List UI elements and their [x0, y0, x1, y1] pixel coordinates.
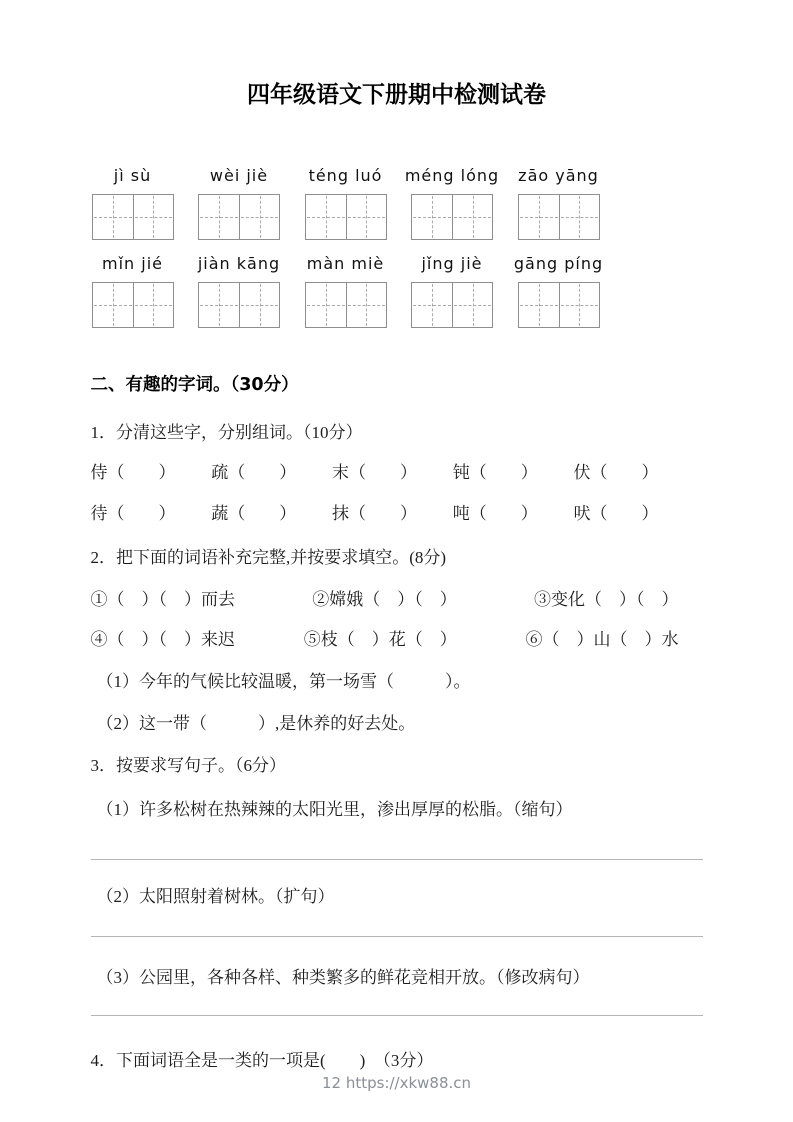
writing-grid — [198, 194, 280, 240]
q2-fill-blank-1: （1）今年的气候比较温暖，第一场雪（ ）。 — [96, 672, 471, 691]
pinyin-label: wèi jiè — [209, 166, 269, 185]
dictation-item — [304, 166, 388, 240]
q3-sub-question-1: （1）许多松树在热辣辣的太阳光里，渗出厚厚的松脂。（缩句） — [96, 800, 573, 819]
phrase-blank: ⑥（ ）山（ ）水 — [525, 630, 679, 649]
writing-grid — [92, 194, 174, 240]
q2-fill-blank-2: （2）这一带（ ）,是休养的好去处。 — [96, 714, 416, 733]
pinyin-label: téng luó — [308, 166, 383, 185]
q3-sub-question-2: （2）太阳照射着树林。（扩句） — [96, 887, 335, 906]
page-footer — [0, 1074, 793, 1092]
footer-link[interactable]: 12 https://xkw88.cn — [321, 1074, 472, 1092]
grid-cell — [93, 195, 133, 239]
question-4-label: 4．下面词语全是一类的一项是( ) （3分） — [90, 1051, 434, 1070]
writing-grid — [305, 282, 387, 328]
grid-cell — [133, 283, 173, 327]
writing-grid — [305, 194, 387, 240]
grid-cell — [519, 283, 559, 327]
pinyin-label: gāng píng — [513, 254, 604, 273]
pinyin-label: méng lóng — [404, 166, 500, 185]
pinyin-label: màn miè — [306, 254, 385, 273]
grid-cell — [93, 283, 133, 327]
phrase-blank: ④（ ）（ ）来迟 — [90, 630, 235, 649]
word-blank: 疏（ ） — [211, 463, 297, 482]
dictation-item — [197, 254, 281, 328]
q1-word-row-2 — [91, 503, 659, 525]
dictation-item — [513, 254, 604, 328]
pinyin-label: jǐng jiè — [421, 254, 483, 273]
writing-grid — [518, 194, 600, 240]
word-blank: 末（ ） — [332, 463, 417, 482]
phrase-blank: ①（ ）（ ）而去 — [90, 590, 235, 609]
grid-cell — [559, 195, 599, 239]
word-blank: 抹（ ） — [332, 504, 417, 523]
dictation-item — [404, 166, 500, 240]
page-content — [91, 166, 703, 1072]
word-blank: 侍（ ） — [90, 463, 176, 482]
grid-cell — [133, 195, 173, 239]
answer-line — [91, 1015, 703, 1016]
grid-cell — [519, 195, 559, 239]
word-blank: 蔬（ ） — [211, 504, 297, 523]
grid-cell — [199, 195, 239, 239]
grid-cell — [452, 283, 492, 327]
phrase-blank: ⑤枝（ ）花（ ） — [303, 630, 457, 649]
dictation-row-2 — [91, 254, 604, 328]
dictation-item — [517, 166, 601, 240]
writing-grid — [411, 282, 493, 328]
dictation-item — [91, 166, 175, 240]
dictation-item — [197, 166, 281, 240]
writing-grid — [518, 282, 600, 328]
grid-cell — [239, 283, 279, 327]
question-1-label: 1．分清这些字，分别组词。（10分） — [90, 423, 363, 442]
phrase-blank: ③变化（ ）（ ） — [534, 590, 679, 609]
q2-phrase-row-1 — [91, 589, 679, 611]
grid-cell — [346, 195, 386, 239]
word-blank: 吨（ ） — [452, 504, 538, 523]
dictation-row-1 — [91, 166, 601, 240]
writing-grid — [411, 194, 493, 240]
grid-cell — [239, 195, 279, 239]
writing-grid — [92, 282, 174, 328]
q2-phrase-row-2 — [91, 629, 679, 651]
question-2-label: 2．把下面的词语补充完整,并按要求填空。(8分) — [90, 548, 447, 567]
grid-cell — [559, 283, 599, 327]
pinyin-label: jì sù — [113, 166, 152, 185]
pinyin-label: zāo yāng — [518, 166, 599, 185]
grid-cell — [412, 283, 452, 327]
q3-sub-question-3: （3）公园里，各种各样、种类繁多的鲜花竞相开放。（修改病句） — [96, 968, 590, 987]
pinyin-label: mǐn jié — [102, 254, 163, 273]
word-blank: 钝（ ） — [452, 463, 538, 482]
dictation-item — [410, 254, 494, 328]
grid-cell — [306, 195, 346, 239]
grid-cell — [199, 283, 239, 327]
grid-cell — [306, 283, 346, 327]
word-blank: 伏（ ） — [573, 463, 659, 482]
grid-cell — [346, 283, 386, 327]
phrase-blank: ②嫦娥（ ）（ ） — [312, 590, 457, 609]
grid-cell — [452, 195, 492, 239]
writing-grid — [198, 282, 280, 328]
word-blank: 吠（ ） — [573, 504, 659, 523]
section-2-heading: 二、有趣的字词。（30分） — [90, 375, 299, 395]
dictation-section — [91, 166, 604, 328]
q1-word-row-1 — [91, 462, 659, 484]
page-title: 四年级语文下册期中检测试卷 — [247, 82, 546, 108]
dictation-item — [304, 254, 388, 328]
question-3-label: 3．按要求写句子。（6分） — [90, 756, 286, 775]
answer-line — [91, 936, 703, 937]
dictation-item — [91, 254, 175, 328]
grid-cell — [412, 195, 452, 239]
answer-line — [91, 859, 703, 860]
word-blank: 待（ ） — [90, 504, 176, 523]
pinyin-label: jiàn kāng — [197, 254, 281, 273]
